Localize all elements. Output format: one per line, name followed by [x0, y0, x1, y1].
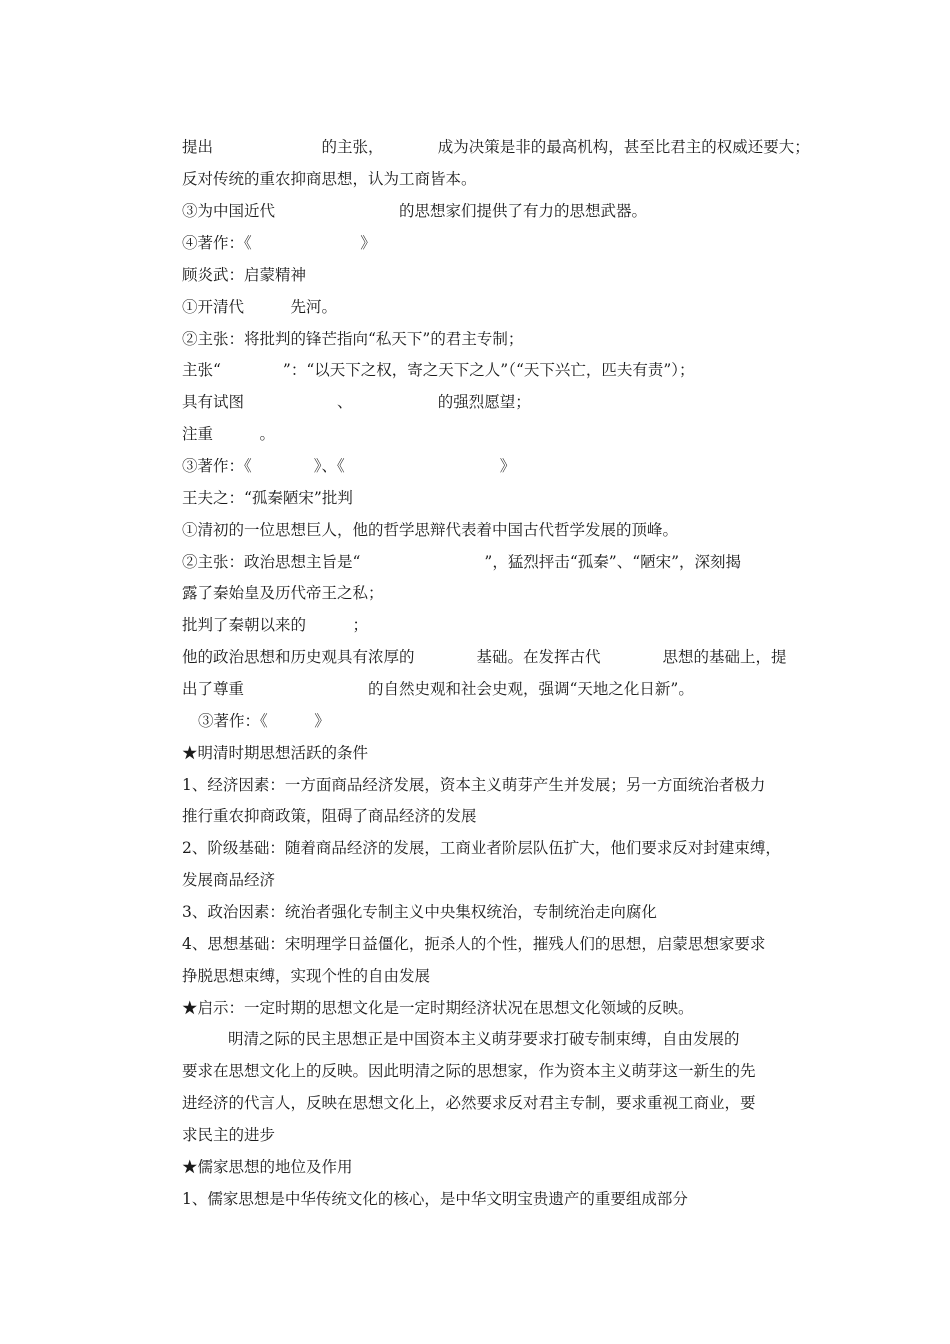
section-heading: ★明清时期思想活跃的条件 — [182, 744, 369, 762]
text-line: 批判了秦朝以来的 ； — [182, 616, 369, 634]
text-line: 注重 。 — [182, 425, 276, 443]
text-line: 求民主的进步 — [182, 1126, 276, 1144]
text-line: ④著作：《 》 — [182, 234, 376, 252]
text-line: 发展商品经济 — [182, 871, 276, 889]
text-line: 1、经济因素：一方面商品经济发展，资本主义萌芽产生并发展；另一方面统治者极力 — [182, 776, 766, 794]
section-heading: 顾炎武：启蒙精神 — [182, 266, 307, 284]
text-line: ②主张：政治思想主旨是“ ”，猛烈抨击“孤秦”、“陋宋”，深刻揭 — [182, 553, 742, 571]
text-line: 1、儒家思想是中华传统文化的核心，是中华文明宝贵遗产的重要组成部分 — [182, 1190, 688, 1208]
text-line: 出了尊重 的自然史观和社会史观，强调“天地之化日新”。 — [182, 680, 694, 698]
text-line: 推行重农抑商政策，阻碍了商品经济的发展 — [182, 807, 477, 825]
text-line: 要求在思想文化上的反映。因此明清之际的思想家，作为资本主义萌芽这一新生的先 — [182, 1062, 756, 1080]
section-heading: ★启示：一定时期的思想文化是一定时期经济状况在思想文化领域的反映。 — [182, 999, 694, 1017]
text-line: 4、思想基础：宋明理学日益僵化，扼杀人的个性，摧残人们的思想，启蒙思想家要求 — [182, 935, 766, 953]
text-line: ③为中国近代 的思想家们提供了有力的思想武器。 — [182, 202, 648, 220]
text-line: 明清之际的民主思想正是中国资本主义萌芽要求打破专制束缚，自由发展的 — [228, 1030, 740, 1048]
text-line: 挣脱思想束缚，实现个性的自由发展 — [182, 967, 431, 985]
text-line: 2、阶级基础：随着商品经济的发展，工商业者阶层队伍扩大，他们要求反对封建束缚， — [182, 839, 781, 857]
text-line: 提出 的主张， 成为决策是非的最高机构，甚至比君主的权威还要大； — [182, 138, 810, 156]
text-line: 进经济的代言人，反映在思想文化上，必然要求反对君主专制，要求重视工商业，要 — [182, 1094, 756, 1112]
text-line: 3、政治因素：统治者强化专制主义中央集权统治，专制统治走向腐化 — [182, 903, 657, 921]
text-line: 他的政治思想和历史观具有浓厚的 基础。在发挥古代 思想的基础上，提 — [182, 648, 787, 666]
text-line: 露了秦始皇及历代帝王之私； — [182, 584, 384, 602]
text-line: 具有试图 、 的强烈愿望； — [182, 393, 531, 411]
text-line: ③著作：《 》 — [198, 712, 330, 730]
text-line: ②主张：将批判的锋芒指向“私天下”的君主专制； — [182, 330, 524, 348]
text-line: ③著作：《 》、《 》 — [182, 457, 516, 475]
section-heading: ★儒家思想的地位及作用 — [182, 1158, 353, 1176]
text-line: ①清初的一位思想巨人，他的哲学思辩代表着中国古代哲学发展的顶峰。 — [182, 521, 679, 539]
text-line: 反对传统的重农抑商思想，认为工商皆本。 — [182, 170, 477, 188]
text-line: ①开清代 先河。 — [182, 298, 338, 316]
text-line: 主张“ ”：“以天下之权，寄之天下之人”（“天下兴亡，匹夫有责”）； — [182, 361, 695, 379]
section-heading: 王夫之：“孤秦陋宋”批判 — [182, 489, 353, 507]
